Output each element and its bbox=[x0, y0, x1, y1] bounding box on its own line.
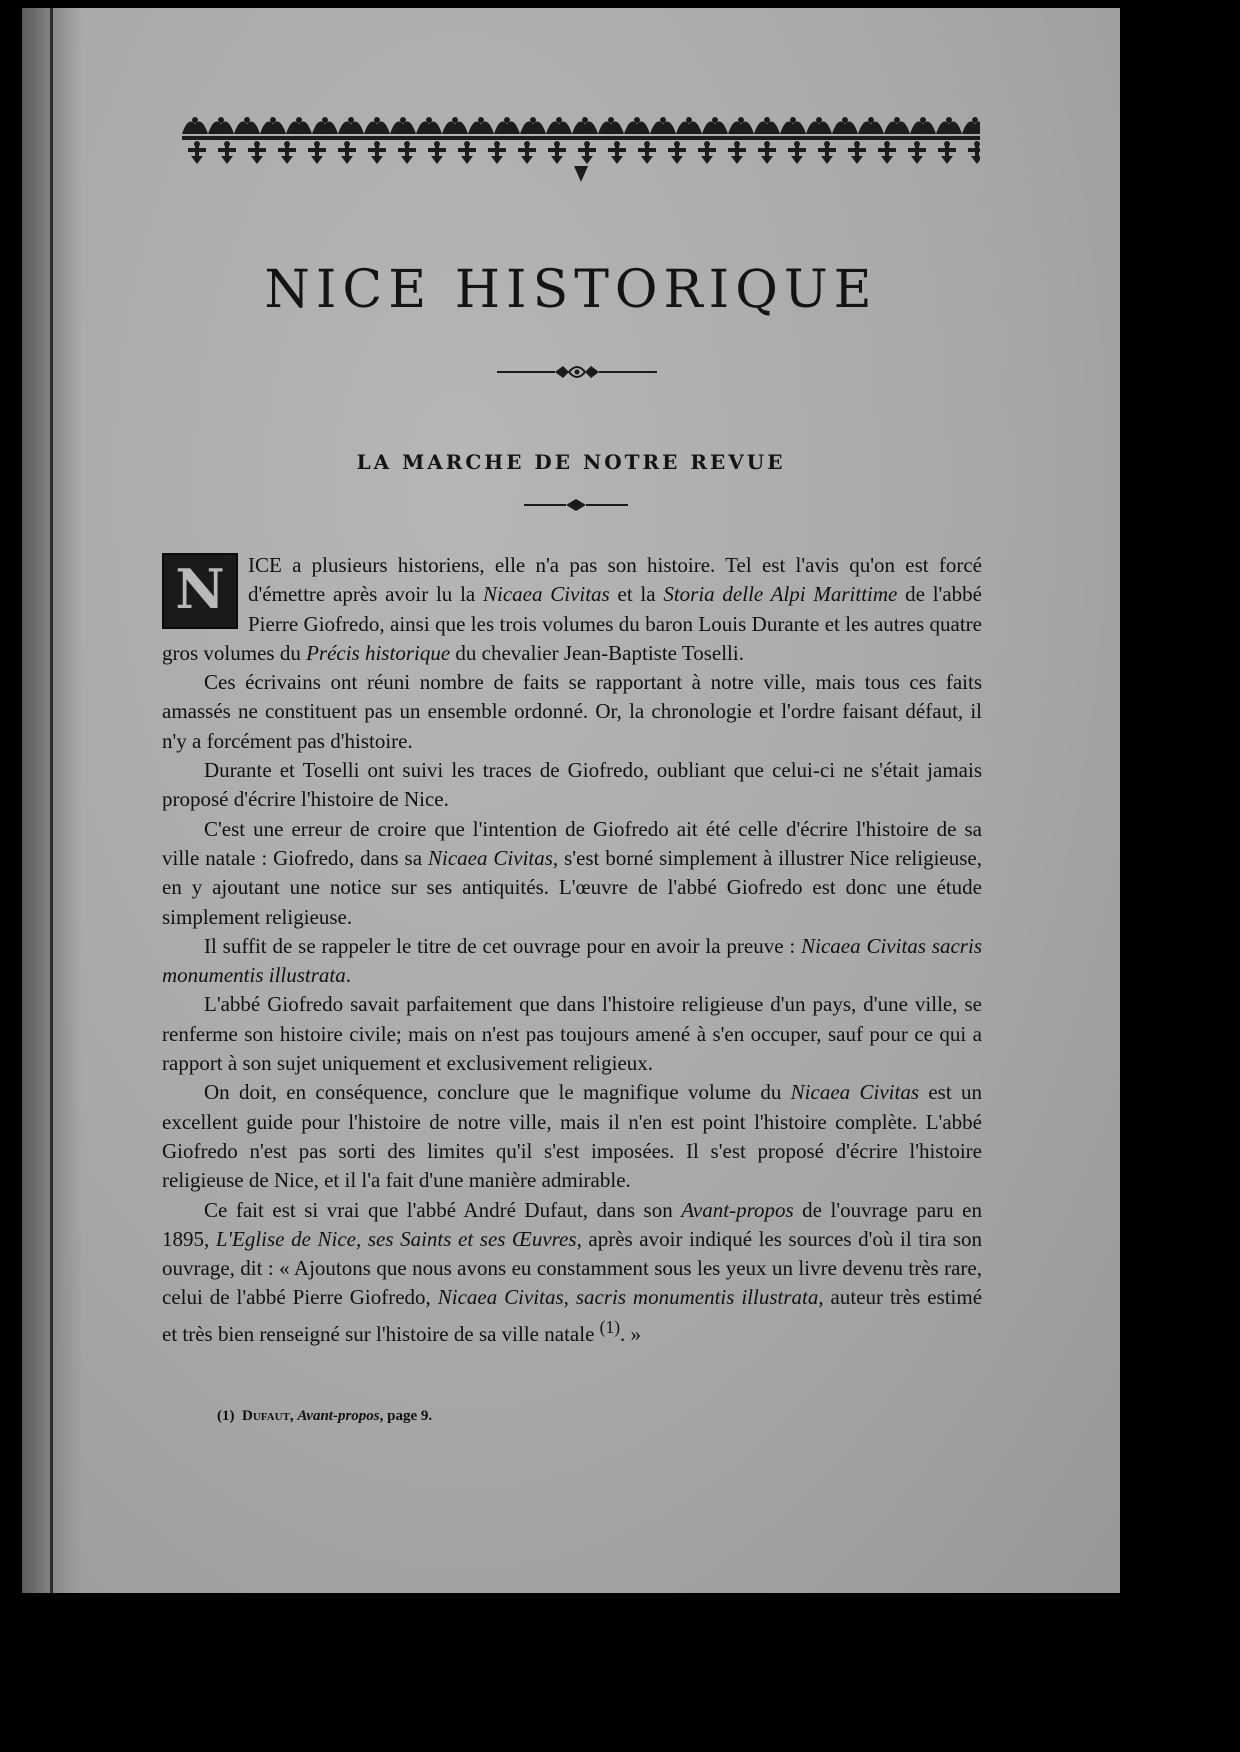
paragraph-1: N ICE a plusieurs historiens, elle n'a pas son histoire. Tel est l'avis qu'on est forcé d'émettre après avoir lu la Nicaea Civitas et la Storia delle Alpi Marittime de l'abbé Pierre Giofredo, ainsi que les trois volumes du baron Louis Durante et les autres quatre gros volumes du Précis historique du chevalier Jean-Baptiste Toselli. bbox=[162, 553, 982, 665]
ornamental-drop-cap: N bbox=[162, 553, 238, 629]
paragraph-4: C'est une erreur de croire que l'intention de Giofredo ait été celle d'écrire l'histoire de sa ville natale : Giofredo, dans sa Nicaea Civitas, s'est borné simplement à illustrer Nice religieuse, en y ajoutant une notice sur ses antiquités. L'œuvre de l'abbé Giofredo est donc une étude simplement religieuse. bbox=[162, 816, 982, 929]
article-body bbox=[162, 551, 982, 1349]
book-page bbox=[22, 8, 1120, 1593]
title-divider-ornament bbox=[497, 360, 657, 384]
heading-divider-ornament bbox=[524, 498, 628, 512]
paragraph-5: Il suffit de se rappeler le titre de cet ouvrage pour en avoir la preuve : Nicaea Civitas sacris monumentis illustrata. bbox=[162, 933, 982, 988]
paragraph-3: Durante et Toselli ont suivi les traces de Giofredo, oubliant que celui-ci ne s'était jamais proposé d'écrire l'histoire de Nice. bbox=[162, 758, 982, 812]
article-heading: LA MARCHE DE NOTRE REVUE bbox=[356, 450, 786, 474]
paragraph-8: Ce fait est si vrai que l'abbé André Dufaut, dans son Avant-propos de l'ouvrage paru en 1895, L'Eglise de Nice, ses Saints et ses Œuvres, après avoir indiqué les sources d'où il tira son ouvrage, dit : « Ajoutons que nous avons eu constamment sous les yeux un livre devenu très rare, celui de l'abbé Pierre Giofredo, Nicaea Civitas, sacris monumentis illustrata, auteur très estimé et très bien renseigné sur l'histoire de sa ville natale $^{(1)}$. » bbox=[162, 1197, 983, 1346]
paragraph-7: On doit, en conséquence, conclure que le magnifique volume du Nicaea Civitas est un excellent guide pour l'histoire de notre ville, mais il n'en est point l'histoire complète. L'abbé Giofredo n'est pas sorti des limites qu'il s'est imposées. Il s'est proposé d'écrire l'histoire religieuse de Nice, et il l'a fait d'une manière admirable. bbox=[162, 1080, 982, 1193]
paragraph-6: L'abbé Giofredo savait parfaitement que dans l'histoire religieuse d'un pays, d'une ville, se renferme son histoire civile; mais on n'est pas toujours amené à s'en occuper, sauf pour ce qui a rapport à son sujet uniquement et exclusivement religieux. bbox=[162, 992, 982, 1076]
footnote: (1) Dufaut, Avant-propos, page 9. bbox=[217, 1408, 433, 1424]
book-gutter-line bbox=[50, 8, 53, 1593]
page-title: NICE HISTORIQUE bbox=[264, 260, 878, 320]
paragraph-2: Ces écrivains ont réuni nombre de faits se rapportant à notre ville, mais tous ces faits amassés ne constituent pas un ensemble ordonné. Or, la chronologie et l'ordre faisant défaut, il n'y a forcément pas d'histoire. bbox=[162, 670, 982, 753]
scan-border bbox=[0, 1593, 1240, 1752]
footnote-reference: (1) bbox=[599, 1316, 621, 1337]
decorative-header-border bbox=[182, 114, 980, 190]
